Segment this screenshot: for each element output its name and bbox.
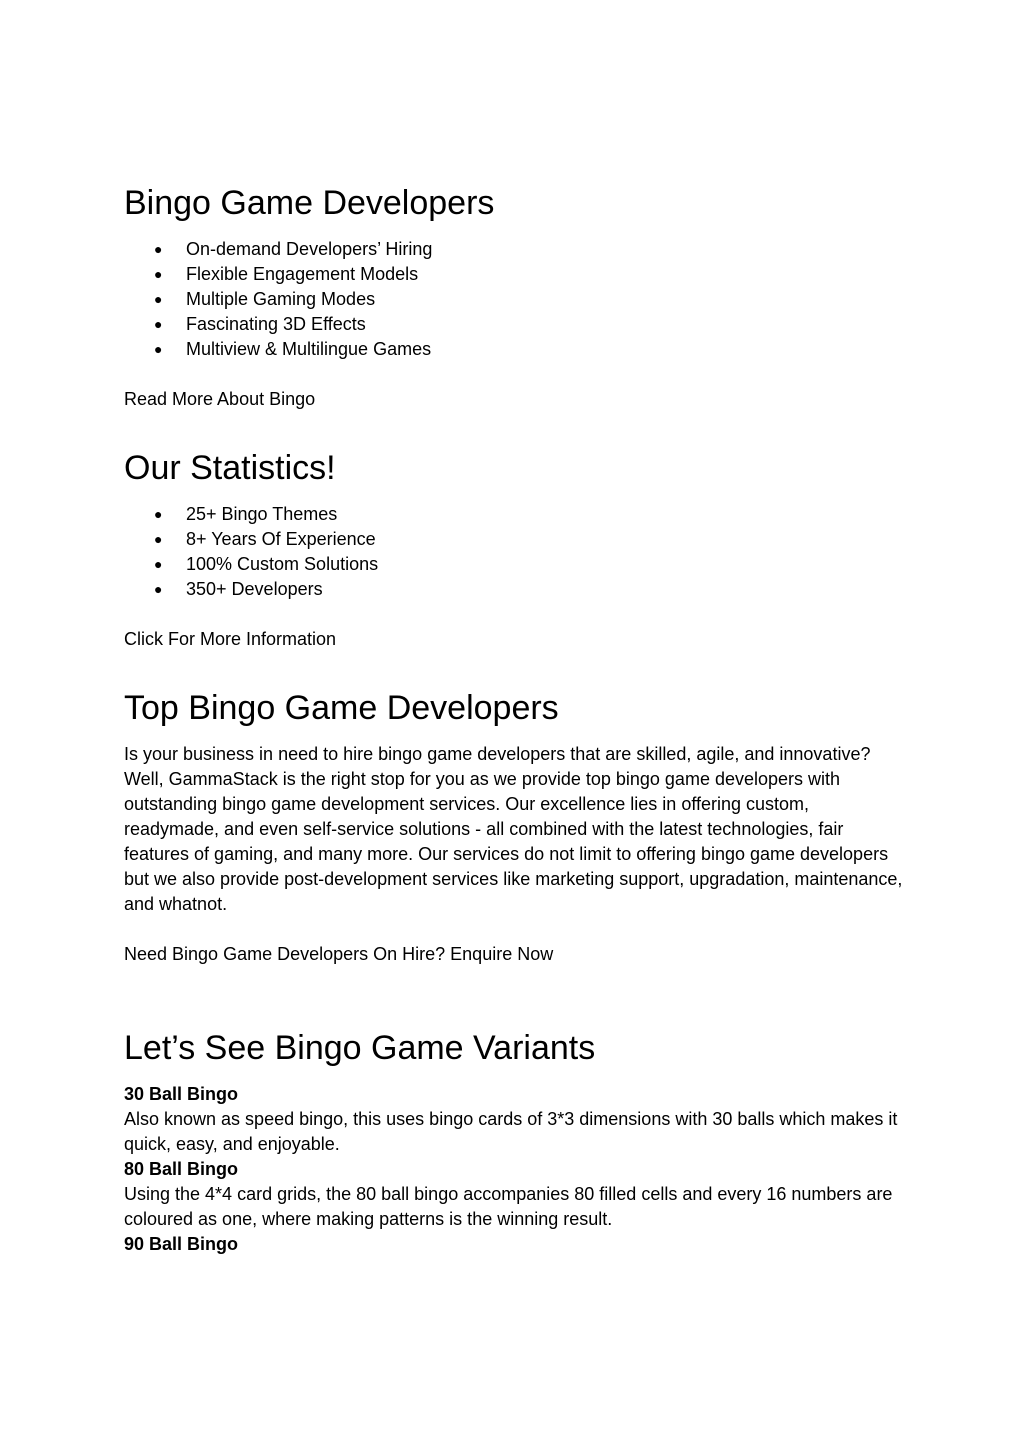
variant-description-80-ball: Using the 4*4 card grids, the 80 ball bingo accompanies 80 filled cells and every 16 numbers are coloured as one, where making patterns is the winning result. [124, 1184, 893, 1229]
variant-title-80-ball: 80 Ball Bingo [124, 1159, 239, 1179]
more-information-link[interactable]: Click For More Information [124, 629, 337, 649]
list-item: ● On-demand Developers’ Hiring [124, 237, 432, 262]
enquire-now-link[interactable]: Need Bingo Game Developers On Hire? Enquire Now [124, 944, 554, 964]
bullet-icon: ● [154, 316, 163, 332]
list-statistics [124, 502, 378, 602]
bullet-icon: ● [154, 291, 163, 307]
read-more-link[interactable]: Read More About Bingo [124, 389, 316, 409]
bullet-icon: ● [154, 506, 163, 522]
list-item: ● Fascinating 3D Effects [124, 312, 432, 337]
bullet-icon: ● [154, 531, 163, 547]
heading-bingo-game-developers: Bingo Game Developers [124, 184, 495, 222]
list-item: ● 8+ Years Of Experience [124, 527, 378, 552]
variant-title-90-ball: 90 Ball Bingo [124, 1234, 239, 1254]
variant-title-30-ball: 30 Ball Bingo [124, 1084, 239, 1104]
bullet-icon: ● [154, 266, 163, 282]
bullet-icon: ● [154, 581, 163, 597]
list-item: ● Multiview & Multilingue Games [124, 337, 432, 362]
list-item: ● 25+ Bingo Themes [124, 502, 378, 527]
list-item: ● 100% Custom Solutions [124, 552, 378, 577]
heading-top-bingo-game-developers: Top Bingo Game Developers [124, 689, 559, 727]
bullet-icon: ● [154, 556, 163, 572]
bullet-icon: ● [154, 241, 163, 257]
list-item: ● 350+ Developers [124, 577, 378, 602]
heading-bingo-game-variants: Let’s See Bingo Game Variants [124, 1029, 596, 1067]
list-item: ● Flexible Engagement Models [124, 262, 432, 287]
heading-our-statistics: Our Statistics! [124, 449, 336, 487]
top-developers-paragraph: Is your business in need to hire bingo game developers that are skilled, agile, and innovative? Well, GammaStack is the right stop for you as we provide top bingo game developers with outstanding bingo game development services. Our excellence lies in offering custom, readymade, and even self-service solutions - all combined with the latest technologies, fair features of gaming, and many more. Our services do not limit to offering bingo game developers but we also provide post-development services like marketing support, upgradation, maintenance, and whatnot. [124, 744, 903, 914]
list-item: ● Multiple Gaming Modes [124, 287, 432, 312]
bullet-icon: ● [154, 341, 163, 357]
list-bingo-features [124, 237, 432, 362]
variant-description-30-ball: Also known as speed bingo, this uses bingo cards of 3*3 dimensions with 30 balls which makes it quick, easy, and enjoyable. [124, 1109, 898, 1154]
